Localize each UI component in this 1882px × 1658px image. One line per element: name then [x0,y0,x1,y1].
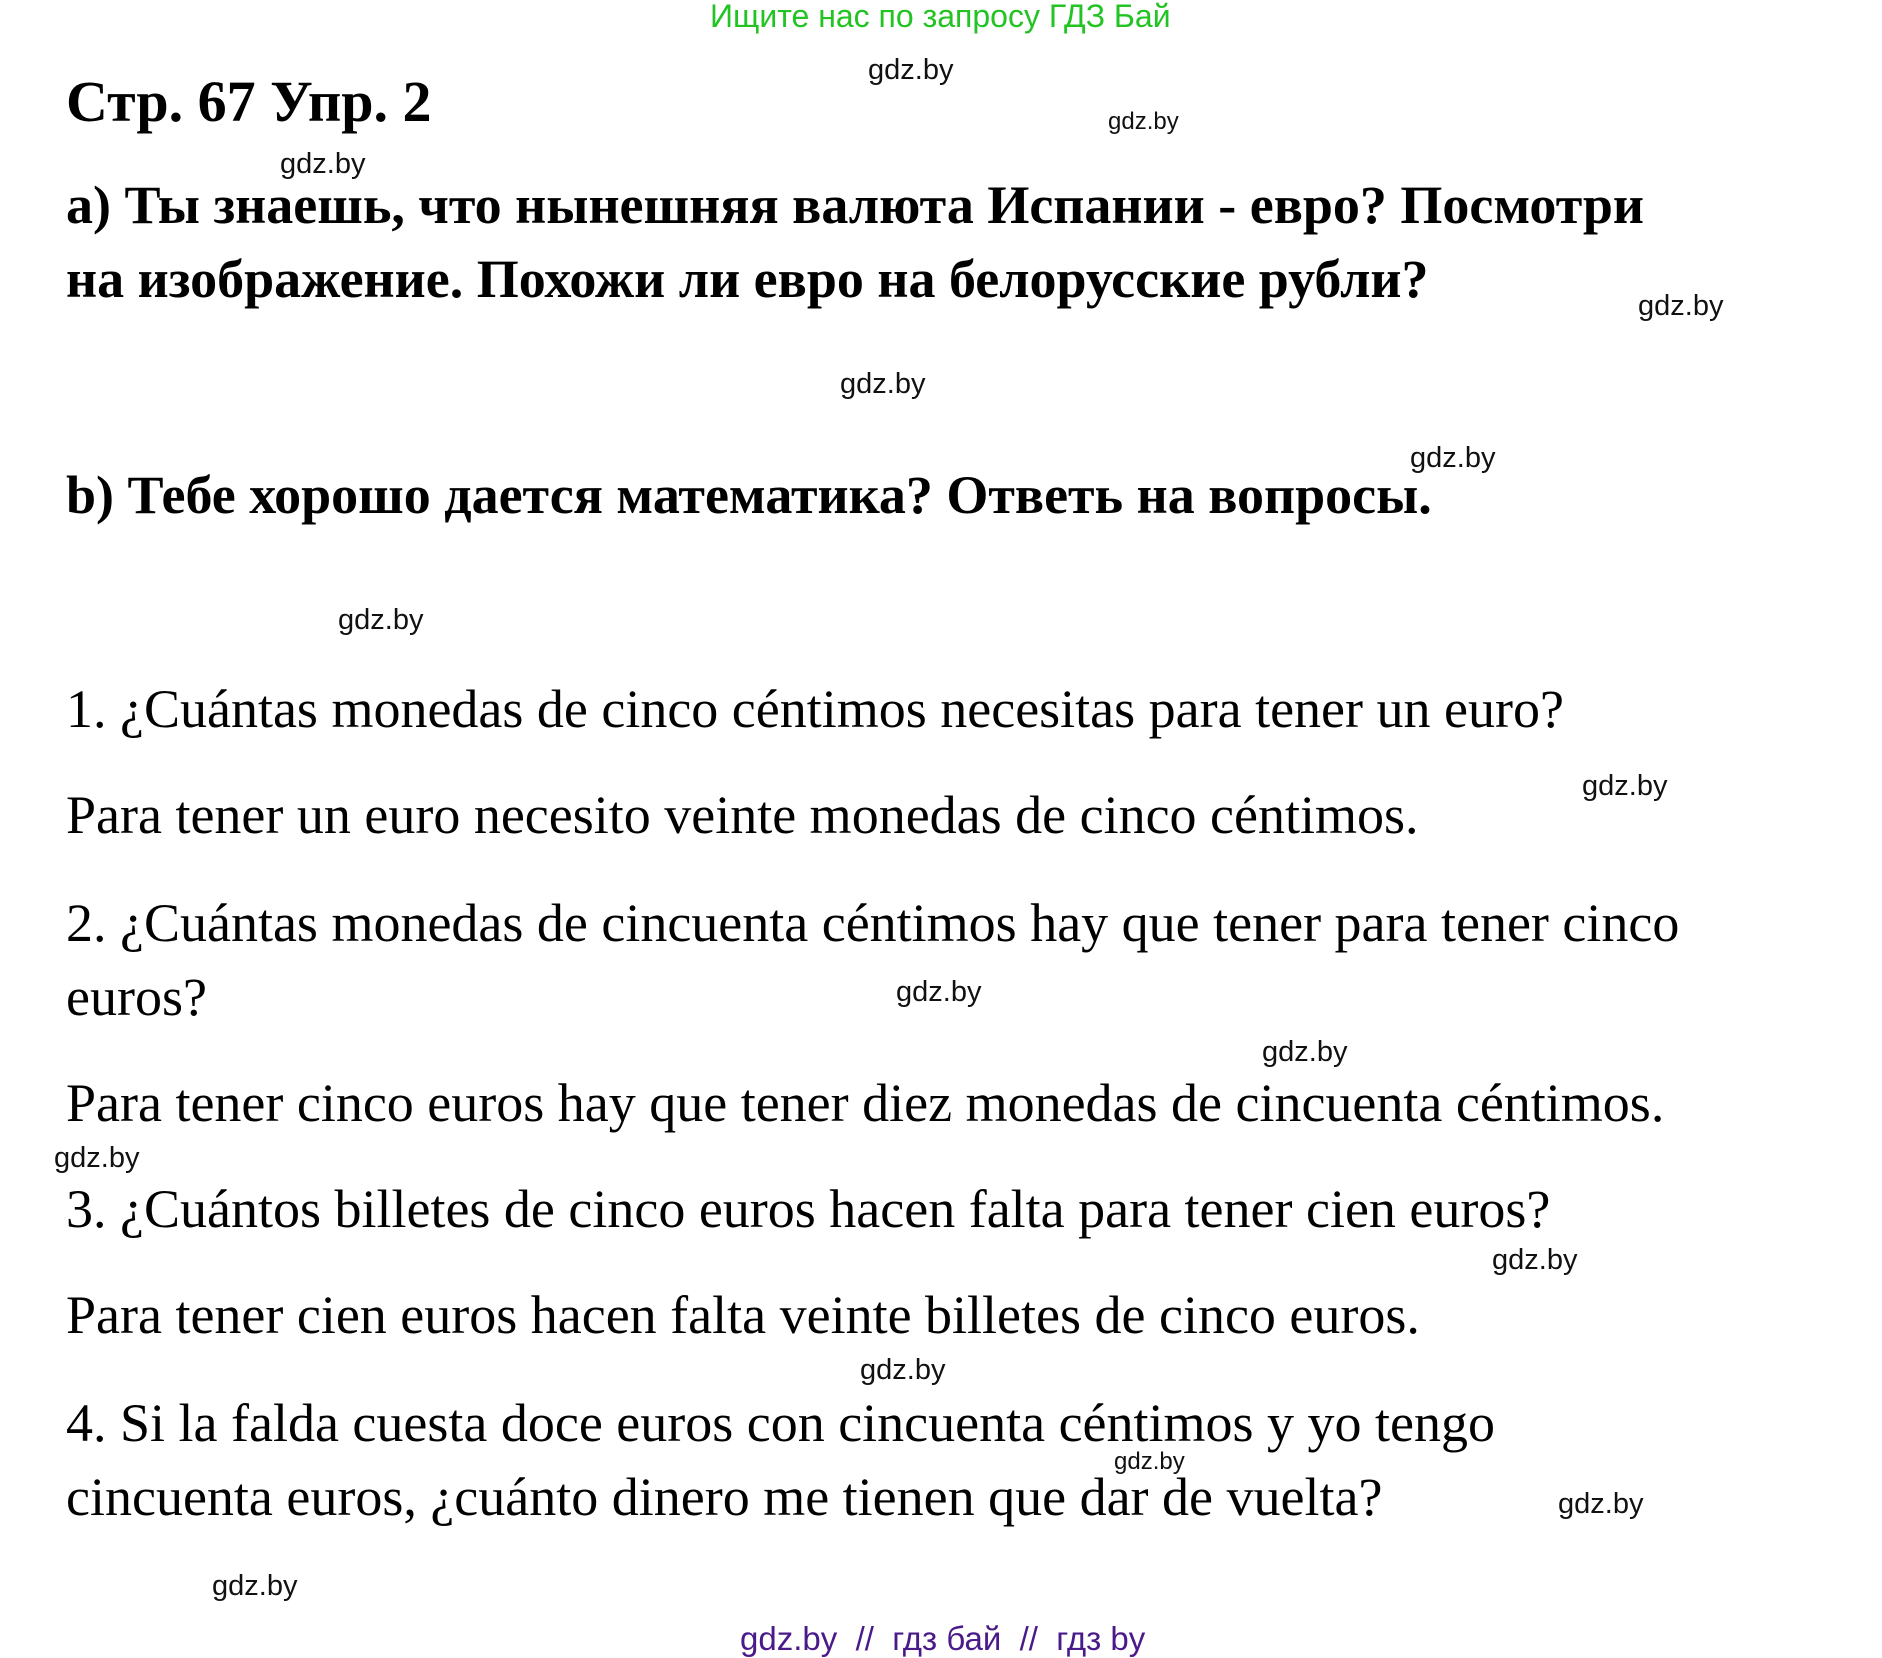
question-4-line-1: 4. Si la falda cuesta doce euros con cincuenta céntimos y yo tengo [66,1393,1496,1453]
question-2-line-1: 2. ¿Cuántas monedas de cincuenta céntimos hay que tener para tener cinco [66,893,1680,953]
search-banner: Ищите нас по запросу ГДЗ Бай [710,0,1171,34]
task-a-line-1: a) Ты знаешь, что нынешняя валюта Испании - евро? Посмотри [66,175,1645,235]
watermark: gdz.by [1410,442,1496,474]
question-1: 1. ¿Cuántas monedas de cinco céntimos necesitas para tener un euro? [66,679,1564,739]
answer-2: Para tener cinco euros hay que tener diez monedas de cincuenta céntimos. [66,1073,1665,1133]
question-4-line-2: cincuenta euros, ¿cuánto dinero me tienen que dar de vuelta? [66,1467,1383,1527]
question-3: 3. ¿Cuántos billetes de cinco euros hacen falta para tener cien euros? [66,1179,1551,1239]
footer-links: gdz.by // гдз бай // гдз by [740,1620,1146,1657]
watermark: gdz.by [1262,1036,1348,1068]
watermark: gdz.by [868,54,954,86]
watermark: gdz.by [1558,1488,1644,1520]
task-a-line-2: на изображение. Похожи ли евро на белорусские рубли? [66,249,1429,309]
watermark: gdz.by [212,1570,298,1602]
watermark: gdz.by [1492,1244,1578,1276]
watermark: gdz.by [1114,1448,1185,1475]
watermark: gdz.by [1582,770,1668,802]
answer-3: Para tener cien euros hacen falta veinte billetes de cinco euros. [66,1285,1420,1345]
watermark: gdz.by [840,368,926,400]
watermark: gdz.by [280,148,366,180]
watermark: gdz.by [860,1354,946,1386]
watermark: gdz.by [54,1142,140,1174]
question-2-line-2: euros? [66,967,207,1027]
page-title: Стр. 67 Упр. 2 [66,69,432,134]
watermark: gdz.by [896,976,982,1008]
task-b: b) Тебе хорошо дается математика? Ответь на вопросы. [66,465,1432,525]
answer-1: Para tener un euro necesito veinte monedas de cinco céntimos. [66,785,1419,845]
watermark: gdz.by [1108,108,1179,135]
watermark: gdz.by [338,604,424,636]
watermark: gdz.by [1638,290,1724,322]
